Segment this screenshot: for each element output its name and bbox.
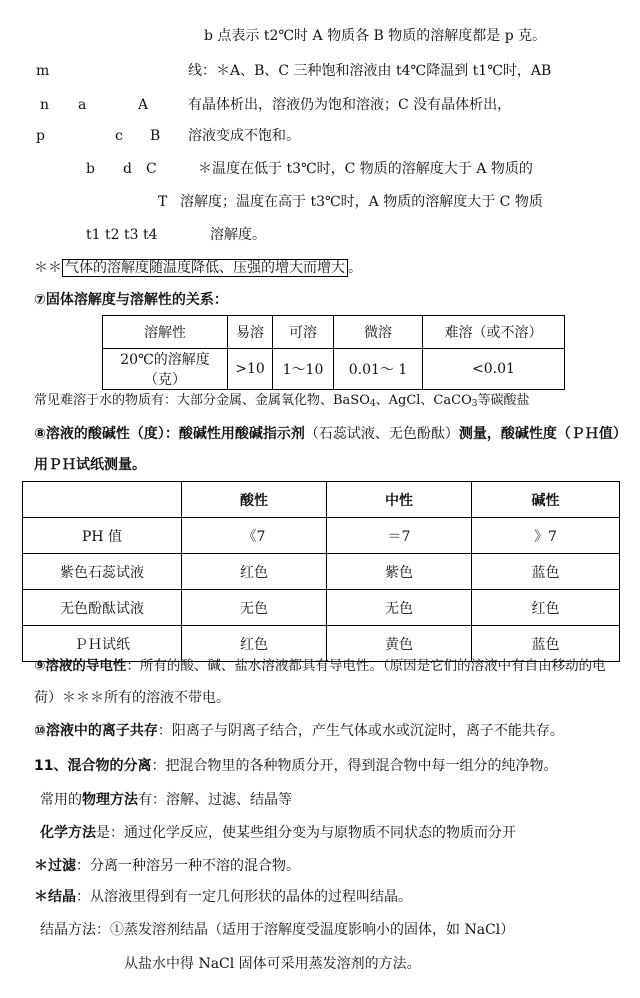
physical-post: 有：溶解、过滤、结晶等 [138,792,292,808]
section9-line1 [34,657,606,675]
table-row [23,482,620,518]
section11-text: ：把混合物里的各种物质分开，得到混合物中每一组分的纯净物。 [151,758,558,774]
table-cell: 蓝色 [472,626,620,662]
section11-line [34,757,557,775]
insoluble-text: 等碳酸盐 [477,393,530,408]
table-cell: 红色 [182,626,327,662]
curve-note-above-t3: 溶解度；温度在高于 t3℃时，A 物质的溶解度大于 C 物质 [180,194,543,210]
crystallization-line [34,888,412,906]
curve-note-end: 溶解度。 [210,227,266,243]
curve-label-C: C [146,161,157,177]
section8-title: ⑧溶液的酸碱性（度）：酸碱性用酸碱指示剂 [34,426,305,442]
table-header [23,482,182,518]
table-row [103,349,565,390]
table-cell: 无色 [327,590,472,626]
curve-label-d: d [123,161,132,177]
curve-label-B: B [150,128,161,144]
acidity-table [22,481,620,662]
filtration-text: ：分离一种溶另一种不溶的混合物。 [76,858,300,874]
table-row [23,554,620,590]
table-cell: 0.01～ 1 [334,349,423,390]
table-cell: 可溶 [273,316,334,349]
crystallization-method: 结晶方法：①蒸发溶剂结晶（适用于溶解度受温度影响小的固体，如 NaCl） [40,922,515,938]
table-cell: 无色酚酞试液 [23,590,182,626]
table-row [23,518,620,554]
curve-label-n: n [40,97,50,113]
subscript: 3 [471,399,478,409]
section9-text: ：所有的酸、碱、盐水溶液都具有导电性。（原因是它们的溶液中有自由移动的电 [126,658,606,674]
table-cell: 《7 [182,518,327,554]
physical-methods-line [40,791,292,809]
chemical-methods-line [40,824,516,842]
table-cell: 紫色石蕊试液 [23,554,182,590]
table-cell: 黄色 [327,626,472,662]
curve-note-cooling: 线：＊A、B、C 三种饱和溶液由 t4℃降温到 t1℃时，AB [188,63,552,79]
filtration-line [34,857,300,875]
section10-text: ：阳离子与阴离子结合，产生气体或水或沉淀时，离子不能共存。 [157,723,564,739]
table-cell: 1～10 [273,349,334,390]
crystallization-text: ：从溶液里得到有一定几何形状的晶体的过程叫结晶。 [76,889,412,905]
table-cell: ＝7 [327,518,472,554]
curve-label-T: T [158,194,168,210]
curve-label-b: b [86,161,95,177]
table-cell: 紫色 [327,554,472,590]
section10-title: ⑩溶液中的离子共存 [34,723,158,739]
section9-line2: 荷）＊＊＊所有的溶液不带电。 [34,690,230,706]
table-cell: >10 [228,349,273,390]
table-row [103,316,565,349]
curve-note-below-t3: ＊温度在低于 t3℃时，C 物质的溶解度大于 A 物质的 [198,161,533,177]
curve-label-a: a [78,97,87,113]
curve-axis-ticks: t1 t2 t3 t4 [86,227,158,243]
section9-title: ⑨溶液的导电性 [34,658,127,674]
insoluble-text: 、AgCl、CaCO [375,393,472,408]
section8-ph-paper: 用ＰＨ试纸测量。 [34,457,146,473]
table-header: 中性 [327,482,472,518]
curve-note-crystals: 有晶体析出，溶液仍为饱和溶液；C 没有晶体析出， [188,97,512,113]
section8-ph: 测量，酸碱性度（ＰＨ值） [458,426,627,442]
table-cell: 20℃的溶解度（克） [103,349,228,390]
gas-note-boxed: 气体的溶解度随温度降低、压强的增大而增大 [62,259,348,277]
gas-note-suffix: 。 [348,260,362,276]
table-cell: PH 值 [23,518,182,554]
table-row [23,590,620,626]
filtration-label: ＊过滤 [34,858,76,874]
table-header: 碱性 [472,482,620,518]
physical-methods-label: 物理方法 [82,792,138,808]
chemical-methods-label: 化学方法 [40,825,96,841]
table-cell: 红色 [182,554,327,590]
table-cell: ＰＨ试纸 [23,626,182,662]
section8-heading [34,425,627,443]
insoluble-text: 常见难溶于水的物质有：大部分金属、金属氧化物、BaSO [34,393,370,408]
subscript: 4 [369,399,376,409]
table-cell: <0.01 [423,349,565,390]
chemical-post: 是：通过化学反应，使某些组分变为与原物质不同状态的物质而分开 [96,825,516,841]
table-cell: 难溶（或不溶） [423,316,565,349]
curve-note-b-point: b 点表示 t2℃时 A 物质各 B 物质的溶解度都是 p 克。 [204,28,547,44]
section8-indicators: （石蕊试液、无色酚酞） [304,426,459,442]
table-cell: 》7 [472,518,620,554]
curve-label-c: c [115,128,123,144]
section11-title: 11、混合物的分离 [34,758,152,774]
gas-note-prefix: ＊＊ [34,260,62,276]
gas-solubility-note [34,259,362,277]
table-cell: 蓝色 [472,554,620,590]
section10-line [34,722,564,740]
curve-label-p: p [36,128,45,144]
solubility-table [102,315,565,390]
section7-title: ⑦固体溶解度与溶解性的关系： [34,292,228,308]
table-cell: 易溶 [228,316,273,349]
curve-label-m: m [36,63,50,79]
salt-extraction-note: 从盐水中得 NaCl 固体可采用蒸发溶剂的方法。 [124,956,421,972]
table-cell: 溶解性 [103,316,228,349]
insoluble-substances-note [34,392,529,413]
crystallization-label: ＊结晶 [34,889,76,905]
physical-pre: 常用的 [40,792,82,808]
table-header: 酸性 [182,482,327,518]
table-cell: 红色 [472,590,620,626]
curve-label-A: A [138,97,149,113]
table-cell: 无色 [182,590,327,626]
curve-note-unsaturated: 溶液变成不饱和。 [188,128,300,144]
table-cell: 微溶 [334,316,423,349]
